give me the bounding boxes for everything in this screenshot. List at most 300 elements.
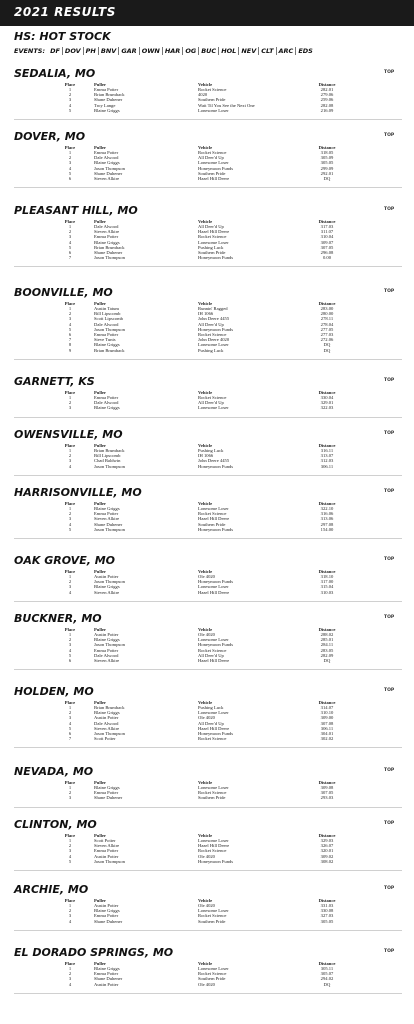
place-cell: 2 [68, 511, 72, 517]
vehicle-cell: Rocket Science [198, 848, 227, 854]
puller-cell: Blaine Griggs [94, 637, 120, 643]
column-header-place: Place [64, 627, 76, 632]
column-header-puller: Puller [94, 301, 106, 306]
puller-cell: Emma Potter [94, 848, 119, 854]
vehicle-cell: Lonesome Loser [198, 966, 229, 971]
vehicle-cell: Hazel Hill Deere [198, 725, 230, 731]
column-header-vehicle: Vehicle [198, 700, 213, 705]
distance-cell: 0.00 [322, 255, 332, 261]
vehicle-cell: Ole 4020 [198, 981, 215, 987]
place-cell: 4 [68, 321, 72, 327]
event-link-dov[interactable]: DOV [63, 47, 84, 55]
column-header-puller: Puller [94, 443, 106, 448]
puller-cell: Scott Potter [94, 838, 116, 843]
distance-cell: 310.03 [320, 589, 334, 595]
distance-cell: 283.00 [320, 306, 334, 311]
puller-cell: Jason Thompson [94, 526, 125, 532]
back-to-top-link[interactable]: TOP [384, 688, 395, 693]
place-cell: 4 [68, 853, 72, 859]
place-cell: 3 [68, 516, 72, 522]
place-cell: 3 [68, 715, 72, 721]
section-divider [14, 119, 402, 120]
distance-cell: 306.11 [320, 463, 334, 469]
puller-cell: Emma Potter [94, 647, 119, 653]
section-title: OWENSVILLE, MO [14, 428, 123, 441]
puller-cell: Dale Alwood [94, 652, 119, 658]
table-row [0, 527, 414, 532]
place-cell: 7 [68, 337, 72, 343]
puller-cell: Brian Brumback [94, 347, 125, 353]
distance-cell: 154.00 [320, 526, 334, 532]
vehicle-cell: Lonesome Loser [198, 506, 229, 511]
vehicle-cell: Rocket Science [198, 511, 227, 517]
puller-cell: Dale Alwood [94, 224, 119, 229]
place-cell: 2 [68, 579, 72, 585]
vehicle-cell: Honeymoon Funds [198, 165, 234, 171]
back-to-top-link[interactable]: TOP [384, 886, 395, 891]
distance-cell: 317.00 [320, 579, 334, 585]
column-header-vehicle: Vehicle [198, 961, 213, 966]
column-header-puller: Puller [94, 627, 106, 632]
section-divider [14, 870, 402, 871]
distance-cell: 310.10 [320, 710, 334, 716]
column-header-place: Place [64, 780, 76, 785]
puller-cell: Jason Thompson [94, 463, 125, 469]
distance-cell: 282.01 [320, 87, 334, 92]
vehicle-cell: Rocket Science [198, 234, 227, 240]
table-row [0, 405, 414, 410]
distance-cell: 304.01 [320, 731, 334, 736]
column-header-place: Place [64, 443, 76, 448]
section-divider [14, 359, 402, 360]
distance-cell: 307.05 [320, 790, 334, 796]
puller-cell: Emma Potter [94, 913, 119, 919]
back-to-top-link[interactable]: TOP [384, 133, 395, 138]
vehicle-cell: Hazel Hill Deere [198, 229, 230, 235]
puller-cell: Blaine Griggs [94, 160, 120, 166]
vehicle-cell: Hazel Hill Deere [198, 843, 230, 849]
place-cell: 2 [68, 637, 72, 643]
event-link-clt[interactable]: CLT [259, 47, 276, 55]
table-row [0, 108, 414, 113]
puller-cell: Blaine Griggs [94, 506, 120, 511]
column-header-distance: Distance [318, 833, 336, 838]
vehicle-cell: All Deer'd Up [198, 321, 224, 327]
place-cell: 1 [68, 705, 72, 710]
column-header-place: Place [64, 301, 76, 306]
distance-cell: 305.07 [320, 971, 334, 977]
vehicle-cell: Rocket Science [198, 150, 227, 155]
puller-cell: Emma Potter [94, 790, 119, 796]
section-title: SEDALIA, MO [14, 67, 96, 80]
distance-cell: 283.05 [320, 647, 334, 653]
place-cell: 9 [68, 347, 72, 353]
puller-cell: Bill Lipscomb [94, 311, 121, 317]
vehicle-cell: Rocket Science [198, 395, 227, 400]
event-link-df[interactable]: DF [48, 47, 63, 55]
place-cell: 1 [68, 306, 72, 311]
puller-cell: Shane Duhener [94, 97, 123, 103]
place-cell: 1 [68, 448, 72, 453]
puller-cell: Austin Tatum [94, 306, 119, 311]
place-cell: 4 [68, 239, 72, 245]
section-divider [14, 747, 402, 748]
vehicle-cell: Pushing Luck [198, 347, 224, 353]
puller-cell: Jason Thompson [94, 731, 125, 736]
back-to-top-link[interactable]: TOP [384, 289, 395, 294]
back-to-top-link[interactable]: TOP [384, 489, 395, 494]
distance-cell: 314.07 [320, 705, 334, 710]
puller-cell: Steven Alkire [94, 516, 120, 522]
distance-cell: 329.01 [320, 400, 334, 406]
puller-cell: Blaine Griggs [94, 342, 120, 348]
distance-cell: 312.03 [320, 458, 334, 464]
vehicle-cell: Ole 4020 [198, 903, 215, 908]
distance-cell: 282.08 [320, 102, 334, 108]
vehicle-cell: Pushing Luck [198, 448, 224, 453]
event-link-own[interactable]: OWN [140, 47, 163, 55]
section-divider [14, 475, 402, 476]
distance-cell: 309.08 [320, 785, 334, 790]
event-link-har[interactable]: HAR [163, 47, 183, 55]
section-divider [14, 187, 402, 188]
puller-cell: Jason Thompson [94, 255, 125, 261]
section-divider [14, 266, 402, 267]
puller-cell: Austin Potter [94, 981, 119, 987]
vehicle-cell: All Deer'd Up [198, 400, 224, 406]
puller-cell: Steve Tunis [94, 337, 116, 343]
puller-cell: Dale Alwood [94, 155, 119, 161]
puller-cell: Emma Potter [94, 332, 119, 337]
place-cell: 1 [68, 903, 72, 908]
section-divider [14, 601, 402, 602]
back-to-top-link[interactable]: TOP [384, 557, 395, 562]
vehicle-cell: IH 1066 [198, 311, 214, 317]
place-cell: 3 [68, 458, 72, 464]
vehicle-cell: IH 1066 [198, 453, 214, 459]
place-cell: 3 [68, 584, 72, 590]
column-header-puller: Puller [94, 780, 106, 785]
place-cell: 2 [68, 400, 72, 406]
puller-cell: Blaine Griggs [94, 584, 120, 590]
back-to-top-link[interactable]: TOP [384, 70, 395, 75]
distance-cell: 305.11 [320, 966, 334, 971]
puller-cell: Emma Potter [94, 87, 119, 92]
place-cell: 2 [68, 971, 72, 977]
section-divider [14, 417, 402, 418]
place-cell: 1 [68, 785, 72, 790]
distance-cell: 315.04 [320, 584, 334, 590]
page-title: 2021 RESULTS [14, 5, 116, 19]
distance-cell: 305.05 [320, 918, 334, 924]
place-cell: 5 [68, 107, 72, 113]
distance-cell: 278.04 [320, 321, 334, 327]
puller-cell: Dale Alwood [94, 321, 119, 327]
vehicle-cell: Ole 4020 [198, 715, 215, 721]
distance-cell: 305.09 [320, 155, 334, 161]
vehicle-cell: Southern Pride [198, 97, 226, 103]
column-header-distance: Distance [318, 700, 336, 705]
distance-cell: 310.04 [320, 234, 334, 240]
column-header-puller: Puller [94, 569, 106, 574]
column-header-vehicle: Vehicle [198, 219, 213, 224]
vehicle-cell: Lonesome Loser [198, 838, 229, 843]
distance-cell: 279.06 [320, 92, 334, 98]
column-header-distance: Distance [318, 501, 336, 506]
place-cell: 2 [68, 311, 72, 317]
place-cell: 1 [68, 506, 72, 511]
vehicle-cell: Southern Pride [198, 918, 226, 924]
place-cell: 3 [68, 913, 72, 919]
puller-cell: Shane Duhener [94, 795, 123, 801]
distance-cell: DQ [323, 981, 331, 987]
vehicle-cell: Ole 4020 [198, 853, 215, 859]
puller-cell: Brian Brumback [94, 448, 125, 453]
vehicle-cell: Ole 4020 [198, 574, 215, 579]
puller-cell: Blaine Griggs [94, 966, 120, 971]
section-title: EL DORADO SPRINGS, MO [14, 946, 174, 959]
distance-cell: 327.03 [320, 913, 334, 919]
distance-cell: 318.10 [320, 574, 334, 579]
vehicle-cell: Lonesome Loser [198, 908, 229, 914]
vehicle-cell: All Deer'd Up [198, 155, 224, 161]
puller-cell: Steven Alkire [94, 176, 120, 181]
vehicle-cell: Hazel Hill Deere [198, 589, 230, 595]
place-cell: 5 [68, 326, 72, 332]
vehicle-cell: Lonesome Loser [198, 584, 229, 590]
puller-cell: Emma Potter [94, 234, 119, 240]
table-row [0, 590, 414, 595]
place-cell: 1 [68, 150, 72, 155]
column-header-distance: Distance [318, 219, 336, 224]
place-cell: 4 [68, 918, 72, 924]
table-row [0, 348, 414, 353]
puller-cell: Steven Alkire [94, 725, 120, 731]
place-cell: 1 [68, 966, 72, 971]
place-cell: 5 [68, 526, 72, 532]
section-title: BOONVILLE, MO [14, 286, 113, 299]
event-link-buc[interactable]: BUC [199, 47, 219, 55]
place-cell: 3 [68, 316, 72, 322]
events-label: EVENTS: [14, 47, 46, 55]
distance-cell: 330.04 [320, 395, 334, 400]
vehicle-cell: Lonesome Loser [198, 785, 229, 790]
place-cell: 2 [68, 155, 72, 161]
column-header-puller: Puller [94, 82, 106, 87]
place-cell: 4 [68, 720, 72, 726]
distance-cell: 284.11 [320, 642, 334, 648]
place-cell: 1 [68, 395, 72, 400]
column-header-puller: Puller [94, 700, 106, 705]
distance-cell: 285.01 [320, 637, 334, 643]
event-link-bnv[interactable]: BNV [99, 47, 119, 55]
place-cell: 3 [68, 848, 72, 854]
vehicle-cell: Hazel Hill Deere [198, 516, 230, 522]
puller-cell: Brian Brumback [94, 92, 125, 98]
vehicle-cell: All Deer'd Up [198, 720, 224, 726]
distance-cell: DQ [323, 347, 331, 353]
column-header-distance: Distance [318, 569, 336, 574]
event-link-ph[interactable]: PH [84, 47, 99, 55]
table-row [0, 464, 414, 469]
vehicle-cell: Honeymoon Funds [198, 255, 234, 261]
distance-cell: 316.11 [320, 448, 334, 453]
puller-cell: Shane Duhener [94, 521, 123, 527]
table-row [0, 982, 414, 987]
table-row [0, 176, 414, 181]
distance-cell: 318.05 [320, 150, 334, 155]
back-to-top-link[interactable]: TOP [384, 821, 395, 826]
place-cell: 1 [68, 574, 72, 579]
back-to-top-link[interactable]: TOP [384, 615, 395, 620]
distance-cell: 297.08 [320, 521, 334, 527]
place-cell: 5 [68, 170, 72, 176]
vehicle-cell: Hazel Hill Deere [198, 176, 230, 181]
column-header-place: Place [64, 898, 76, 903]
vehicle-cell: Honeymoon Funds [198, 326, 234, 332]
place-cell: 3 [68, 976, 72, 982]
event-link-og[interactable]: OG [183, 47, 199, 55]
place-cell: 2 [68, 843, 72, 849]
column-header-puller: Puller [94, 219, 106, 224]
place-cell: 6 [68, 332, 72, 337]
puller-cell: Austin Potter [94, 715, 119, 721]
distance-cell: 309.02 [320, 853, 334, 859]
vehicle-cell: John Deere 4020 [198, 337, 230, 343]
vehicle-cell: John Deere 4455 [198, 316, 230, 322]
vehicle-cell: Rocket Science [198, 790, 227, 796]
place-cell: 2 [68, 790, 72, 796]
vehicle-cell: All Deer'd Up [198, 224, 224, 229]
distance-cell: 308.02 [320, 858, 334, 864]
column-header-vehicle: Vehicle [198, 627, 213, 632]
place-cell: 2 [68, 92, 72, 98]
vehicle-cell: Runnin' Ragged [198, 306, 228, 311]
section-title: GARNETT, KS [14, 375, 95, 388]
place-cell: 3 [68, 234, 72, 240]
distance-cell: 320.01 [320, 848, 334, 854]
puller-cell: Austin Potter [94, 853, 119, 859]
puller-cell: Jason Thompson [94, 165, 125, 171]
vehicle-cell: Rocket Science [198, 736, 227, 742]
distance-cell: 288.02 [320, 632, 334, 637]
place-cell: 3 [68, 405, 72, 411]
event-link-arc[interactable]: ARC [277, 47, 297, 55]
puller-cell: Jason Thompson [94, 579, 125, 585]
back-to-top-link[interactable]: TOP [384, 378, 395, 383]
distance-cell: 309.00 [320, 715, 334, 721]
section-title: ARCHIE, MO [14, 883, 89, 896]
column-header-puller: Puller [94, 961, 106, 966]
event-link-nev[interactable]: NEV [239, 47, 259, 55]
event-link-hol[interactable]: HOL [219, 47, 239, 55]
table-row [0, 919, 414, 924]
vehicle-cell: Honeymoon Funds [198, 579, 234, 585]
column-header-distance: Distance [318, 961, 336, 966]
place-cell: 3 [68, 642, 72, 648]
column-header-distance: Distance [318, 780, 336, 785]
puller-cell: Troy Lange [94, 102, 116, 108]
column-header-place: Place [64, 833, 76, 838]
puller-cell: Steven Alkire [94, 229, 120, 235]
back-to-top-link[interactable]: TOP [384, 207, 395, 212]
distance-cell: 329.03 [320, 838, 334, 843]
class-title: HS: HOT STOCK [14, 30, 111, 43]
column-header-place: Place [64, 961, 76, 966]
distance-cell: 309.07 [320, 239, 334, 245]
section-divider [14, 669, 402, 670]
vehicle-cell: Lonesome Loser [198, 239, 229, 245]
column-header-place: Place [64, 501, 76, 506]
place-cell: 4 [68, 463, 72, 469]
distance-cell: 299.09 [320, 165, 334, 171]
vehicle-cell: Lonesome Loser [198, 637, 229, 643]
distance-cell: 272.06 [320, 337, 334, 343]
table-row [0, 736, 414, 741]
column-header-place: Place [64, 82, 76, 87]
puller-cell: Scott Lipscomb [94, 316, 123, 322]
column-header-vehicle: Vehicle [198, 390, 213, 395]
column-header-distance: Distance [318, 145, 336, 150]
distance-cell: 305.05 [320, 160, 334, 166]
event-link-gar[interactable]: GAR [119, 47, 139, 55]
puller-cell: Blaine Griggs [94, 405, 120, 411]
table-row [0, 795, 414, 800]
distance-cell: 293.03 [320, 795, 334, 801]
section-title: BUCKNER, MO [14, 612, 102, 625]
puller-cell: Blaine Griggs [94, 785, 120, 790]
section-title: OAK GROVE, MO [14, 554, 116, 567]
vehicle-cell: Honeymoon Funds [198, 731, 234, 736]
vehicle-cell: Wait Til You See the Next One [198, 102, 255, 108]
place-cell: 4 [68, 165, 72, 171]
column-header-place: Place [64, 219, 76, 224]
vehicle-cell: Pushing Luck [198, 244, 224, 250]
puller-cell: Austin Potter [94, 903, 119, 908]
place-cell: 5 [68, 858, 72, 864]
back-to-top-link[interactable]: TOP [384, 431, 395, 436]
vehicle-cell: Southern Pride [198, 521, 226, 527]
column-header-place: Place [64, 145, 76, 150]
event-link-eds[interactable]: EDS [298, 47, 313, 55]
puller-cell: Blaine Griggs [94, 239, 120, 245]
section-divider [14, 993, 402, 994]
place-cell: 8 [68, 342, 72, 348]
events-nav [14, 47, 315, 55]
column-header-vehicle: Vehicle [198, 501, 213, 506]
back-to-top-link[interactable]: TOP [384, 768, 395, 773]
column-header-distance: Distance [318, 443, 336, 448]
section-divider [14, 930, 402, 931]
puller-cell: Brian Brumback [94, 705, 125, 710]
place-cell: 2 [68, 710, 72, 716]
back-to-top-link[interactable]: TOP [384, 949, 395, 954]
place-cell: 3 [68, 795, 72, 801]
place-cell: 4 [68, 589, 72, 595]
place-cell: 7 [68, 255, 72, 261]
vehicle-cell: John Deere 4455 [198, 458, 230, 464]
distance-cell: 330.08 [320, 908, 334, 914]
puller-cell: Shane Duhener [94, 918, 123, 924]
section-title: PLEASANT HILL, MO [14, 204, 138, 217]
column-header-vehicle: Vehicle [198, 82, 213, 87]
puller-cell: Emma Potter [94, 395, 119, 400]
section-title: HOLDEN, MO [14, 685, 94, 698]
vehicle-cell: Lonesome Loser [198, 342, 229, 348]
puller-cell: Dale Alwood [94, 720, 119, 726]
vehicle-cell: Lonesome Loser [198, 710, 229, 716]
puller-cell: Steven Alkire [94, 658, 120, 663]
